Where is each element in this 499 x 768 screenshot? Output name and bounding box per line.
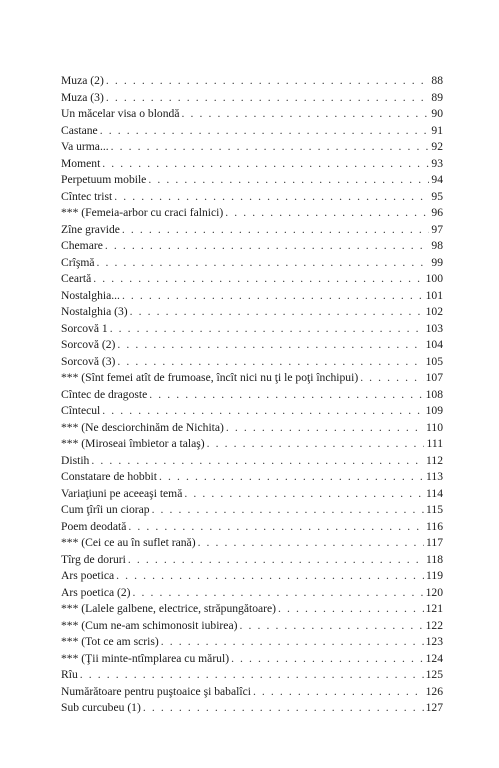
toc-entry-page-number: 89 [431, 90, 443, 104]
toc-entry-page-number: 103 [425, 321, 443, 335]
toc-dot-leader [159, 469, 424, 486]
toc-entry-page-number: 93 [431, 156, 443, 170]
toc-entry-title: Poem deodată [61, 519, 127, 533]
toc-dot-leader [149, 387, 423, 404]
toc-entry-page-number: 94 [431, 173, 443, 186]
toc-entry-page-number: 120 [425, 585, 443, 599]
toc-entry-page-number: 98 [431, 239, 443, 252]
toc-entry [61, 684, 443, 701]
toc-entry [61, 700, 443, 717]
toc-entry-title: Rîu [61, 668, 78, 681]
toc-entry-title: Perpetuum mobile [61, 173, 147, 186]
toc-dot-leader [278, 601, 424, 618]
toc-entry-title: Va urma... [61, 140, 109, 153]
toc-entry-page-number: 95 [431, 189, 443, 203]
toc-entry-title: *** (Ne desciorchinăm de Nichita) [61, 420, 224, 434]
toc-entry-page-number: 102 [425, 305, 443, 318]
toc-dot-leader [100, 123, 430, 140]
toc-entry-page-number: 123 [425, 635, 443, 648]
toc-entry-page-number: 121 [425, 602, 443, 615]
toc-dot-leader [102, 403, 423, 420]
toc-entry [61, 387, 443, 404]
toc-entry [61, 502, 443, 519]
toc-dot-leader [128, 552, 424, 569]
toc-dot-leader [148, 172, 429, 189]
toc-entry-title: *** (Cum ne-am schimonosit iubirea) [61, 618, 238, 632]
toc-entry [61, 651, 443, 668]
toc-entry-title: Zîne gravide [61, 222, 120, 236]
toc-entry [61, 370, 443, 387]
toc-entry-title: Chemare [61, 239, 103, 252]
toc-entry [61, 453, 443, 470]
toc-dot-leader [91, 453, 424, 470]
toc-dot-leader [225, 205, 429, 222]
toc-dot-leader [360, 370, 423, 387]
toc-entry-page-number: 117 [426, 536, 443, 549]
toc-entry [61, 601, 443, 618]
toc-dot-leader [122, 288, 424, 305]
toc-dot-leader [80, 667, 424, 684]
toc-entry-title: Cum ţîrîi un ciorap [61, 503, 150, 516]
toc-entry-page-number: 111 [426, 437, 443, 450]
toc-entry-title: Ars poetica (2) [61, 585, 131, 599]
toc-entry-title: Ceartă [61, 272, 92, 285]
toc-dot-leader [97, 255, 430, 272]
toc-dot-leader [207, 436, 425, 453]
toc-entry [61, 469, 443, 486]
toc-entry [61, 568, 443, 585]
toc-entry [61, 304, 443, 321]
toc-entry-title: Cîntec de dragoste [61, 387, 148, 401]
toc-entry-title: Un măcelar visa o blondă [61, 107, 180, 120]
toc-entry [61, 271, 443, 288]
toc-dot-leader [117, 354, 423, 371]
toc-entry-title: Crîşmă [61, 255, 95, 269]
toc-dot-leader [130, 304, 424, 321]
toc-entry-page-number: 122 [425, 618, 443, 632]
toc-dot-leader [102, 156, 429, 173]
toc-entry-title: Sorcovă 1 [61, 321, 108, 335]
toc-entry [61, 486, 443, 503]
toc-entry [61, 238, 443, 255]
toc-entry [61, 189, 443, 206]
toc-entry-title: Nostalghia (3) [61, 305, 128, 318]
toc-entry-title: *** (Tot ce am scris) [61, 635, 159, 648]
toc-entry-title: Ars poetica [61, 569, 115, 582]
toc-entry-page-number: 125 [425, 668, 443, 681]
toc-entry-title: *** (Cei ce au în suflet rană) [61, 536, 196, 549]
toc-dot-leader [143, 700, 424, 717]
toc-entry [61, 667, 443, 684]
toc-entry-title: *** (Ţii minte-ntîmplarea cu mărul) [61, 651, 230, 665]
toc-entry-page-number: 104 [425, 338, 443, 351]
toc-entry [61, 205, 443, 222]
toc-entry [61, 634, 443, 651]
toc-entry [61, 403, 443, 420]
toc-entry-title: *** (Lalele galbene, electrice, străpungătoare) [61, 602, 277, 615]
toc-entry [61, 420, 443, 437]
toc-entry-page-number: 113 [426, 470, 443, 483]
toc-entry-page-number: 124 [425, 651, 443, 665]
toc-entry [61, 106, 443, 123]
toc-entry-title: Distih [61, 453, 90, 467]
toc-dot-leader [133, 585, 424, 602]
toc-entry [61, 436, 443, 453]
toc-dot-leader [105, 238, 430, 255]
toc-dot-leader [152, 502, 424, 519]
toc-entry-title: Sub curcubeu (1) [61, 701, 141, 714]
toc-dot-leader [111, 139, 430, 156]
toc-entry [61, 139, 443, 156]
toc-entry-page-number: 92 [431, 140, 443, 153]
toc-entry-page-number: 105 [425, 354, 443, 368]
toc-entry-title: Muza (2) [61, 74, 104, 87]
table-of-contents [61, 73, 443, 717]
toc-entry [61, 321, 443, 338]
toc-dot-leader [106, 90, 430, 107]
toc-dot-leader [117, 337, 423, 354]
toc-entry-page-number: 100 [425, 272, 443, 285]
toc-entry-page-number: 116 [426, 519, 443, 533]
toc-entry-page-number: 126 [425, 684, 443, 698]
toc-entry-page-number: 115 [426, 503, 443, 516]
toc-entry-title: *** (Sînt femei atît de frumoase, încît nici nu ţi le poţi închipui) [61, 371, 359, 384]
toc-dot-leader [161, 634, 424, 651]
toc-entry [61, 90, 443, 107]
toc-entry-title: Sorcovă (2) [61, 338, 116, 351]
toc-entry-page-number: 91 [431, 123, 443, 137]
toc-entry-page-number: 90 [431, 107, 443, 120]
toc-entry-title: Tîrg de doruri [61, 552, 126, 566]
toc-entry-page-number: 96 [431, 206, 443, 219]
toc-entry-page-number: 112 [426, 453, 443, 467]
toc-entry-title: *** (Miroseai îmbietor a talaş) [61, 437, 205, 450]
toc-entry-page-number: 101 [425, 288, 443, 302]
toc-dot-leader [239, 618, 423, 635]
toc-entry-title: Nostalghia... [61, 288, 120, 302]
toc-entry-page-number: 119 [426, 569, 443, 582]
toc-entry [61, 73, 443, 90]
toc-dot-leader [231, 651, 424, 668]
toc-dot-leader [93, 271, 423, 288]
toc-dot-leader [198, 535, 424, 552]
toc-entry [61, 354, 443, 371]
toc-entry-page-number: 114 [426, 486, 443, 500]
toc-dot-leader [106, 73, 430, 90]
toc-entry [61, 552, 443, 569]
toc-entry-page-number: 107 [425, 371, 443, 384]
toc-entry [61, 618, 443, 635]
toc-entry [61, 519, 443, 536]
toc-entry-title: Moment [61, 156, 101, 170]
toc-dot-leader [226, 420, 424, 437]
toc-entry [61, 222, 443, 239]
toc-entry-title: Sorcovă (3) [61, 354, 116, 368]
toc-dot-leader [116, 568, 424, 585]
toc-entry [61, 288, 443, 305]
toc-entry [61, 535, 443, 552]
toc-entry-page-number: 97 [431, 222, 443, 236]
toc-dot-leader [184, 486, 424, 503]
toc-entry-title: Muza (3) [61, 90, 104, 104]
toc-entry-page-number: 109 [425, 404, 443, 417]
toc-entry-title: Variaţiuni pe aceeaşi temă [61, 486, 183, 500]
toc-entry [61, 156, 443, 173]
toc-dot-leader [181, 106, 429, 123]
toc-entry-page-number: 110 [426, 420, 443, 434]
toc-entry-page-number: 88 [431, 74, 443, 87]
toc-entry-title: Cîntec trist [61, 189, 113, 203]
toc-dot-leader [110, 321, 424, 338]
toc-entry-title: Castane [61, 123, 98, 137]
toc-entry [61, 172, 443, 189]
toc-entry-page-number: 99 [431, 255, 443, 269]
toc-dot-leader [128, 519, 424, 536]
toc-entry [61, 337, 443, 354]
toc-entry-page-number: 127 [425, 701, 443, 714]
toc-entry [61, 255, 443, 272]
toc-entry-title: *** (Femeia-arbor cu craci falnici) [61, 206, 224, 219]
toc-entry-title: Constatare de hobbit [61, 470, 157, 483]
toc-dot-leader [122, 222, 429, 239]
toc-entry [61, 123, 443, 140]
toc-entry [61, 585, 443, 602]
toc-dot-leader [253, 684, 424, 701]
toc-dot-leader [114, 189, 429, 206]
toc-entry-page-number: 118 [426, 552, 443, 566]
toc-entry-title: Numărătoare pentru puştoaice şi babalîci [61, 684, 251, 698]
toc-entry-title: Cîntecul [61, 404, 101, 417]
toc-entry-page-number: 108 [425, 387, 443, 401]
